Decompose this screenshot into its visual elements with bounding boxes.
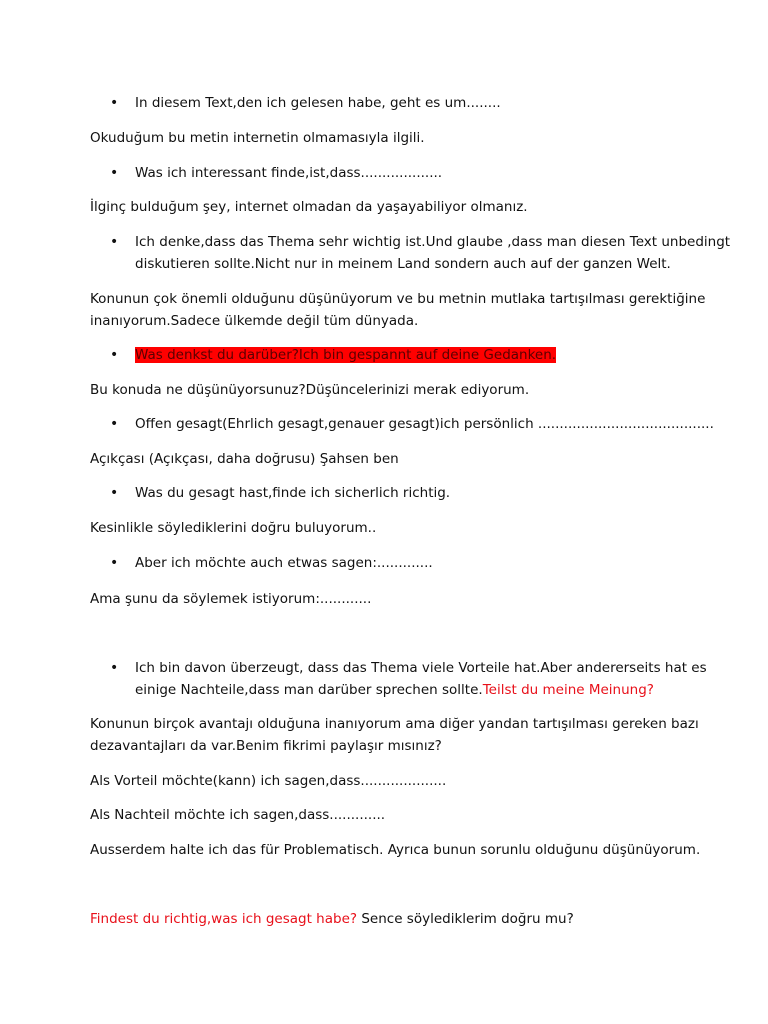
highlighted-question: Was denkst du darüber?Ich bin gespannt auf deine Gedanken. [135, 347, 557, 363]
translation-2: İlginç bulduğum şey, internet olmadan da yaşayabiliyor olmanız. [90, 199, 528, 215]
translation-7: Ama şunu da söylemek istiyorum:............ [90, 591, 372, 607]
phrase-advantage: Als Vorteil möchte(kann) ich sagen,dass.................... [90, 773, 447, 789]
bullet-item-2: • Was ich interessant finde,ist,dass................... [135, 162, 442, 184]
bullet-item-8: • Ich bin davon überzeugt, dass das Thema viele Vorteile hat.Aber andererseits hat es einige Nachteile,dass man darüber sprechen sollte.Teilst du meine Meinung? [135, 657, 707, 701]
bullet-item-4 [135, 344, 556, 366]
bullet-item-6: • Was du gesagt hast,finde ich sicherlich richtig. [135, 482, 450, 504]
translation-3: Konunun çok önemli olduğunu düşünüyorum ve bu metnin mutlaka tartışılması gerektiğine inanıyorum.Sadece ülkemde değil tüm dünyada. [90, 291, 706, 329]
translation-5: Açıkçası (Açıkçası, daha doğrusu) Şahsen ben [90, 451, 399, 467]
translation-8: Konunun birçok avantajı olduğuna inanıyorum ama diğer yandan tartışılması gereken bazı dezavantajları da var.Benim fikrimi paylaşır mısınız? [90, 716, 699, 754]
bullet-item-5: • Offen gesagt(Ehrlich gesagt,genauer gesagt)ich persönlich ......................................... [135, 413, 714, 435]
closing-question: Findest du richtig,was ich gesagt habe? Sence söylediklerim doğru mu? [90, 911, 574, 927]
bullet-item-1: • In diesem Text,den ich gelesen habe, geht es um........ [135, 92, 501, 114]
bullet-item-3: • Ich denke,dass das Thema sehr wichtig ist.Und glaube ,dass man diesen Text unbedingt diskutieren sollte.Nicht nur in meinem Land sondern auch auf der ganzen Welt. [135, 231, 730, 275]
bullet-item-7: • Aber ich möchte auch etwas sagen:............. [135, 552, 433, 574]
translation-4: Bu konuda ne düşünüyorsunuz?Düşüncelerinizi merak ediyorum. [90, 382, 530, 398]
translation-1: Okuduğum bu metin internetin olmamasıyla ilgili. [90, 130, 425, 146]
phrase-disadvantage: Als Nachteil möchte ich sagen,dass............. [90, 807, 386, 823]
translation-6: Kesinlikle söylediklerini doğru buluyorum.. [90, 520, 377, 536]
phrase-problematic: Ausserdem halte ich das für Problematisch. Ayrıca bunun sorunlu olduğunu düşünüyorum. [90, 842, 701, 858]
